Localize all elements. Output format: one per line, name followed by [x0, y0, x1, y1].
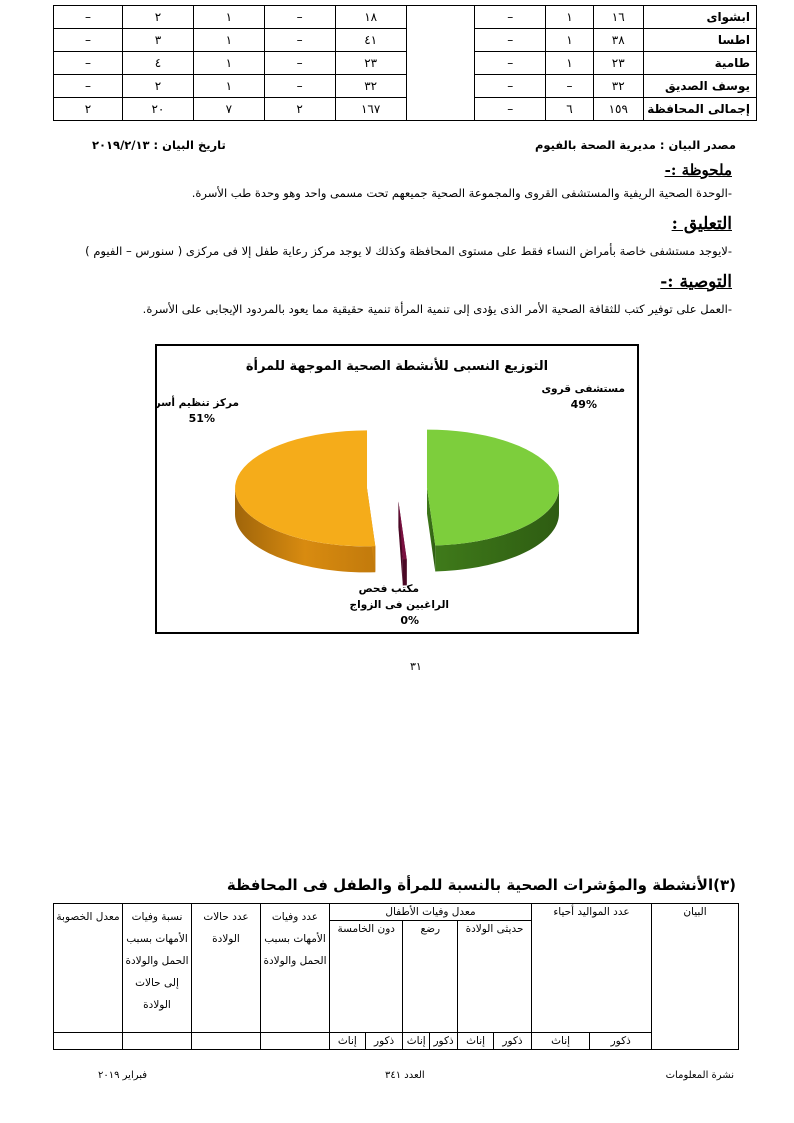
sub-female: إناث	[403, 1033, 430, 1050]
page-number: ٣١	[410, 660, 422, 673]
table-cell: ٢٣	[335, 52, 406, 75]
row-name: يوسف الصديق	[643, 75, 756, 98]
table-gap	[406, 29, 475, 52]
table-cell: ٢	[122, 6, 193, 29]
table-gap	[406, 6, 475, 29]
sub-male: ذكور	[430, 1033, 458, 1050]
table-cell: –	[546, 75, 594, 98]
col-fertility-rate: معدل الخصوبة	[54, 904, 123, 1033]
recommendation-heading: التوصية :-	[660, 272, 732, 292]
table-row	[54, 98, 757, 121]
table-cell: ١	[193, 29, 264, 52]
table-cell: ٣٢	[593, 75, 643, 98]
recommendation-text: -العمل على توفير كتب للثقافة الصحية الأمر الذى يؤدى إلى تنمية المرأة تنمية حقيقية مما يعود بالمردود الإيجابى على الأسرة.	[142, 302, 732, 316]
table-cell: ٣٨	[593, 29, 643, 52]
sub-male: ذكور	[365, 1033, 403, 1050]
table-row	[54, 75, 757, 98]
note-heading: ملحوظة :-	[664, 161, 732, 179]
table-cell: ٦	[546, 98, 594, 121]
table-cell: ٣٢	[335, 75, 406, 98]
table-row	[54, 29, 757, 52]
table-cell: ١٦٧	[335, 98, 406, 121]
data-source: مصدر البيان : مديرية الصحة بالفيوم	[534, 138, 736, 152]
row-name: طامية	[643, 52, 756, 75]
sub-female: إناث	[458, 1033, 494, 1050]
table-cell: –	[475, 75, 546, 98]
table-row	[54, 6, 757, 29]
table-row	[54, 52, 757, 75]
comment-heading: التعليق :	[671, 214, 732, 234]
table-cell: –	[54, 75, 123, 98]
col-under-five: دون الخامسة	[330, 921, 403, 1033]
sub-female: إناث	[531, 1033, 589, 1050]
table-cell: ٢	[264, 98, 335, 121]
table-cell: ٣	[122, 29, 193, 52]
data-date: تاريخ البيان : ٢٠١٩/٢/١٣	[92, 138, 226, 152]
value-village-hospital: 49%	[570, 398, 597, 411]
table-cell: –	[475, 52, 546, 75]
label-village-hospital: مستشفى قروى	[541, 383, 625, 395]
col-statement: البيان	[652, 904, 739, 1050]
table-gap	[406, 75, 475, 98]
col-live-births: عدد المواليد أحياء	[531, 904, 651, 1033]
comment-text: -لايوجد مستشفى خاصة بأمراض النساء فقط على مستوى المحافظة وكذلك لا يوجد مركز رعاية طفل إلا فى مركزى ( سنورس – الفيوم )	[85, 244, 732, 258]
table-cell: ١	[193, 52, 264, 75]
table-cell: ١٨	[335, 6, 406, 29]
col-neonatal: حديثى الولادة	[458, 921, 532, 1033]
table-cell: –	[264, 52, 335, 75]
note-text: -الوحدة الصحية الريفية والمستشفى القروى والمجموعة الصحية جميعهم تحت مسمى واحد وهو وحدة طب الأسرة.	[191, 186, 732, 200]
table-cell: ٢٠	[122, 98, 193, 121]
sub-male: ذكور	[590, 1033, 652, 1050]
table-cell: ١	[546, 52, 594, 75]
table-cell: ١٦	[593, 6, 643, 29]
row-name: إجمالى المحافظة	[643, 98, 756, 121]
table-gap	[406, 52, 475, 75]
governorate-table	[53, 5, 757, 121]
table-cell: ١	[193, 75, 264, 98]
row-name: اطسا	[643, 29, 756, 52]
table-cell: –	[264, 75, 335, 98]
value-family-planning: 51%	[188, 412, 215, 425]
table-cell: –	[54, 6, 123, 29]
label-premarital-office-2: الراغبين فى الزواج	[349, 599, 449, 611]
col-deliveries: عدد حالات الولادة	[192, 904, 261, 1033]
table-cell: ٢٣	[593, 52, 643, 75]
footer-date: فبراير ٢٠١٩	[98, 1070, 148, 1081]
pie-chart	[155, 344, 639, 634]
pie-chart-svg	[157, 346, 637, 632]
table-cell: –	[54, 52, 123, 75]
table-cell: –	[54, 29, 123, 52]
sub-male: ذكور	[494, 1033, 532, 1050]
table-cell: –	[475, 29, 546, 52]
table-cell: ١٥٩	[593, 98, 643, 121]
label-family-planning: مركز تنظيم أسرة	[157, 397, 239, 409]
col-maternal-mortality-ratio: نسبة وفيات الأمهات بسبب الحمل والولادة إلى حالات الولادة	[123, 904, 192, 1033]
table-cell: –	[264, 29, 335, 52]
table-cell: ٤	[122, 52, 193, 75]
footer-publication: نشرة المعلومات	[665, 1070, 734, 1081]
label-premarital-office-1: مكتب فحص	[358, 583, 419, 595]
table-gap	[406, 98, 475, 121]
table-cell: ٧	[193, 98, 264, 121]
table-cell: ٤١	[335, 29, 406, 52]
section-title: (٣)الأنشطة والمؤشرات الصحية بالنسبة للمرأة والطفل فى المحافظة	[226, 876, 736, 894]
col-infant-mortality: معدل وفيات الأطفال	[330, 904, 532, 921]
table-cell: ١	[193, 6, 264, 29]
indicators-table	[53, 903, 739, 1050]
sub-female: إناث	[330, 1033, 366, 1050]
value-premarital-office: 0%	[400, 614, 419, 627]
table-cell: ١	[546, 6, 594, 29]
col-infants: رضع	[403, 921, 458, 1033]
footer-issue: العدد ٣٤١	[385, 1070, 425, 1081]
row-name: ابشواى	[643, 6, 756, 29]
table-cell: –	[264, 6, 335, 29]
table-cell: ١	[546, 29, 594, 52]
chart-title: التوزيع النسبى للأنشطة الصحية الموجهة للمرأة	[245, 359, 549, 374]
table-cell: –	[475, 6, 546, 29]
table-cell: ٢	[122, 75, 193, 98]
table-cell: ٢	[54, 98, 123, 121]
col-maternal-deaths: عدد وفيات الأمهات بسبب الحمل والولادة	[261, 904, 330, 1033]
table-cell: –	[475, 98, 546, 121]
